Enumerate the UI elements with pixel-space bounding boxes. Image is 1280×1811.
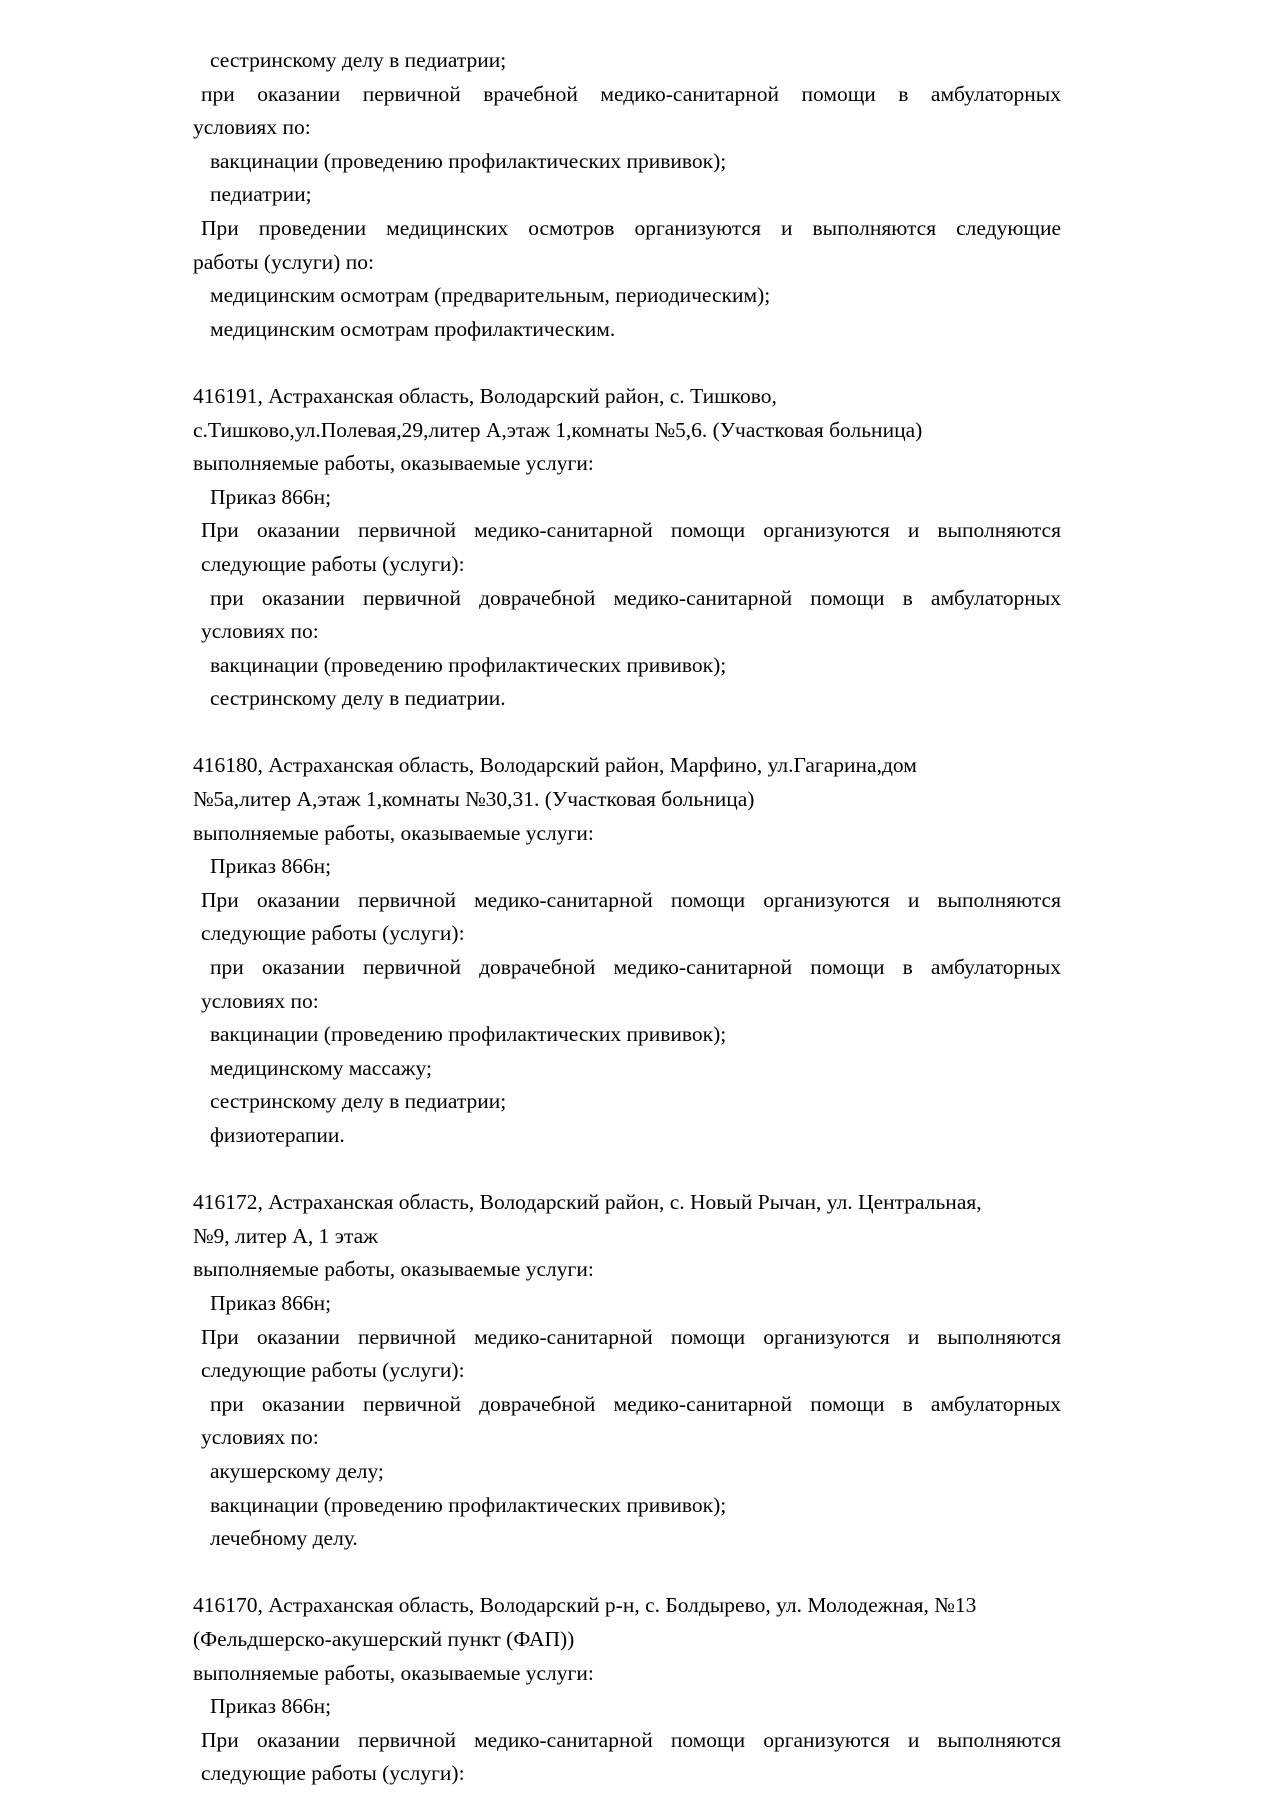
order-reference: Приказ 866н; <box>210 484 332 509</box>
service-line: сестринскому делу в педиатрии; <box>210 1089 507 1114</box>
order-reference: Приказ 866н; <box>210 1290 332 1315</box>
service-line: условиях по: <box>193 115 311 140</box>
service-line: работы (услуги) по: <box>193 249 374 274</box>
service-line: физиотерапии. <box>210 1123 345 1147</box>
service-line: лечебному делу. <box>210 1526 358 1551</box>
service-line: При оказании первичной медико-санитарной помощи организуются и выполняются <box>201 1727 1061 1752</box>
facility-block-novyy-rychan <box>193 1186 1061 1556</box>
service-line: сестринскому делу в педиатрии; <box>210 48 507 72</box>
service-line: вакцинации (проведению профилактических прививок); <box>210 652 727 677</box>
section-spacer <box>193 1153 1061 1187</box>
facility-address-line: 416191, Астраханская область, Володарский район, с. Тишково, <box>193 383 777 408</box>
service-line: при оказании первичной доврачебной медико-санитарной помощи в амбулаторных <box>210 955 1061 980</box>
facility-address-line: с.Тишково,ул.Полевая,29,литер А,этаж 1,комнаты №5,6. (Участковая больница) <box>193 417 923 442</box>
section-spacer <box>193 1556 1061 1590</box>
service-line: вакцинации (проведению профилактических прививок); <box>210 1022 727 1047</box>
service-line: при оказании первичной доврачебной медико-санитарной помощи в амбулаторных <box>210 585 1061 610</box>
facility-address-line: 416172, Астраханская область, Володарский район, с. Новый Рычан, ул. Центральная, <box>193 1190 982 1215</box>
facility-block-tishkovo <box>193 380 1061 716</box>
service-line: условиях по: <box>201 988 319 1013</box>
facility-address-line: №5а,литер А,этаж 1,комнаты №30,31. (Участковая больница) <box>193 787 755 812</box>
service-line: акушерскому делу; <box>210 1458 384 1483</box>
service-line: условиях по: <box>201 619 319 644</box>
facility-address-line: 416170, Астраханская область, Володарский р-н, с. Болдырево, ул. Молодежная, №13 <box>193 1593 977 1618</box>
facility-address-line: №9, литер А, 1 этаж <box>193 1223 378 1248</box>
service-line: следующие работы (услуги): <box>201 551 465 576</box>
service-line: вакцинации (проведению профилактических прививок); <box>210 1492 727 1517</box>
continued-section <box>193 44 1061 346</box>
order-reference: Приказ 866н; <box>210 1694 332 1719</box>
facility-block-marfino <box>193 749 1061 1152</box>
service-line: медицинским осмотрам профилактическим. <box>210 316 616 341</box>
section-spacer <box>193 346 1061 380</box>
facility-block-boldyrevo <box>193 1589 1061 1791</box>
service-line: вакцинации (проведению профилактических прививок); <box>210 148 727 173</box>
facility-services-header: выполняемые работы, оказываемые услуги: <box>193 1257 594 1282</box>
service-line: При оказании первичной медико-санитарной помощи организуются и выполняются <box>201 887 1061 912</box>
service-line: следующие работы (услуги): <box>201 921 465 946</box>
service-line: При проведении медицинских осмотров организуются и выполняются следующие <box>201 215 1061 240</box>
section-spacer <box>193 716 1061 750</box>
service-line: при оказании первичной врачебной медико-санитарной помощи в амбулаторных <box>201 81 1061 106</box>
order-reference: Приказ 866н; <box>210 854 332 879</box>
document-body <box>193 44 1061 1791</box>
service-line: педиатрии; <box>210 182 312 207</box>
service-line: сестринскому делу в педиатрии. <box>210 686 506 711</box>
service-line: медицинскому массажу; <box>210 1055 432 1080</box>
service-line: При оказании первичной медико-санитарной помощи организуются и выполняются <box>201 518 1061 543</box>
service-line: при оказании первичной доврачебной медико-санитарной помощи в амбулаторных <box>210 1391 1061 1416</box>
service-line: При оказании первичной медико-санитарной помощи организуются и выполняются <box>201 1324 1061 1349</box>
service-line: условиях по: <box>201 1425 319 1450</box>
facility-services-header: выполняемые работы, оказываемые услуги: <box>193 451 594 476</box>
facility-services-header: выполняемые работы, оказываемые услуги: <box>193 820 594 845</box>
service-line: медицинским осмотрам (предварительным, периодическим); <box>210 283 771 308</box>
facility-address-line: 416180, Астраханская область, Володарский район, Марфино, ул.Гагарина,дом <box>193 753 917 778</box>
service-line: следующие работы (услуги): <box>201 1358 465 1383</box>
service-line: следующие работы (услуги): <box>201 1761 465 1786</box>
facility-address-line: (Фельдшерско-акушерский пункт (ФАП)) <box>193 1626 575 1651</box>
facility-services-header: выполняемые работы, оказываемые услуги: <box>193 1660 594 1685</box>
